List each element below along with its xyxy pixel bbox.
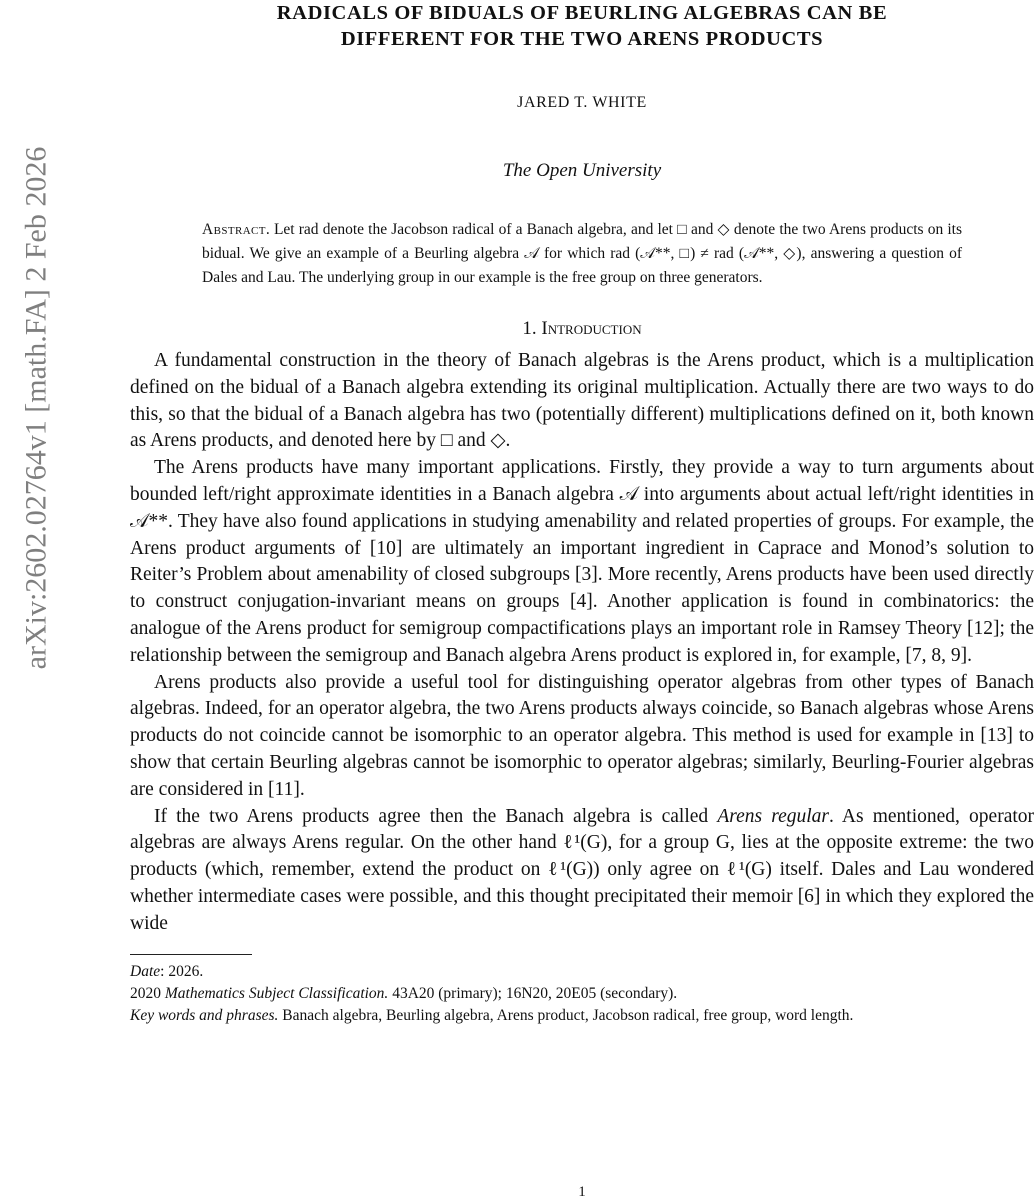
footnote-date (130, 961, 1034, 983)
msc-value: 43A20 (primary); 16N20, 20E05 (secondary). (388, 984, 678, 1002)
msc-label: Mathematics Subject Classification. (164, 984, 389, 1002)
title-line-1: RADICALS OF BIDUALS OF BEURLING ALGEBRAS CAN BE (276, 2, 888, 24)
paper-title (130, 0, 1034, 52)
arens-regular-term: Arens regular (717, 805, 829, 827)
abstract-label: Abstract (202, 221, 266, 238)
abstract-text: . Let rad denote the Jacobson radical of a Banach algebra, and let □ and ◇ denote the two Arens products on its bidual. We give an example of a Beurling algebra 𝒜 for which rad (𝒜**, □) ≠ rad (𝒜**, ◇), answering a question of Dales and Lau. The underlying group in our example is the free group on three generators. (202, 221, 962, 286)
msc-prefix: 2020 (130, 984, 165, 1002)
paper-page (130, 0, 1035, 1200)
footnote-rule (130, 954, 252, 955)
paragraph (130, 804, 1034, 938)
date-label: Date (130, 962, 161, 980)
section-title: Introduction (541, 318, 642, 339)
title-line-2: DIFFERENT FOR THE TWO ARENS PRODUCTS (340, 28, 824, 50)
footnote-msc (130, 983, 1034, 1005)
author-affiliation: The Open University (502, 160, 662, 181)
paragraph-text: If the two Arens products agree then the Banach algebra is called (154, 805, 718, 827)
paragraph: Arens products also provide a useful tool for distinguishing operator algebras from other types of Banach algebras. Indeed, for an operator algebra, the two Arens products always coincide, so Banach algebras whose Arens products do not coincide cannot be isomorphic to an operator algebra. This method is used for example in [13] to show that certain Beurling algebras cannot be isomorphic to operator algebras; similarly, Beurling-Fourier algebras are considered in [11]. (130, 671, 1034, 800)
body-text (130, 348, 1034, 938)
keywords-label: Key words and phrases. (130, 1006, 279, 1024)
arxiv-identifier-stamp (14, 146, 58, 670)
paragraph: The Arens products have many important applications. Firstly, they provide a way to turn arguments about bounded left/right approximate identities in a Banach algebra 𝒜 into arguments about actual left/right identities in 𝒜**. They have also found applications in studying amenability and related properties of groups. For example, the Arens product arguments of [10] are ultimately an important ingredient in Caprace and Monod’s solution to Reiter’s Problem about amenability of closed subgroups [3]. More recently, Arens products have been used directly to construct conjugation-invariant means on groups [4]. Another application is found in combinatorics: the analogue of the Arens product for semigroup compactifications plays an important role in Ramsey Theory [12]; the relationship between the semigroup and Banach algebra Arens product is explored in, for example, [7, 8, 9]. (130, 457, 1034, 666)
author-name: JARED T. WHITE (517, 94, 647, 111)
arxiv-id-text: arXiv:2602.02764v1 [math.FA] 2 Feb 2026 (19, 146, 53, 670)
abstract (202, 218, 962, 290)
section-heading (130, 318, 1034, 340)
page-number: 1 (578, 1184, 586, 1200)
paragraph-text: . As mentioned, operator algebras are always Arens regular. On the other hand ℓ¹(G), for a group G, lies at the opposite extreme: the two products (which, remember, extend the product on ℓ¹(G)) only agree on ℓ¹(G) itself. Dales and Lau wondered whether intermediate cases were possible, and this thought precipitated their memoir [6] in which they explored the wide (130, 805, 1035, 934)
section-number: 1. (522, 318, 537, 339)
date-value: : 2026. (160, 962, 204, 980)
paragraph: A fundamental construction in the theory of Banach algebras is the Arens product, which is a multiplication defined on the bidual of a Banach algebra extending its original multiplication. Actually there are two ways to do this, so that the bidual of a Banach algebra has two (potentially different) multiplications defined on it, both known as Arens products, and denoted here by □ and ◇. (130, 350, 1034, 452)
footnote-keywords (130, 1005, 1034, 1027)
keywords-value: Banach algebra, Beurling algebra, Arens product, Jacobson radical, free group, word length. (278, 1006, 854, 1024)
footnotes (130, 961, 1034, 1027)
